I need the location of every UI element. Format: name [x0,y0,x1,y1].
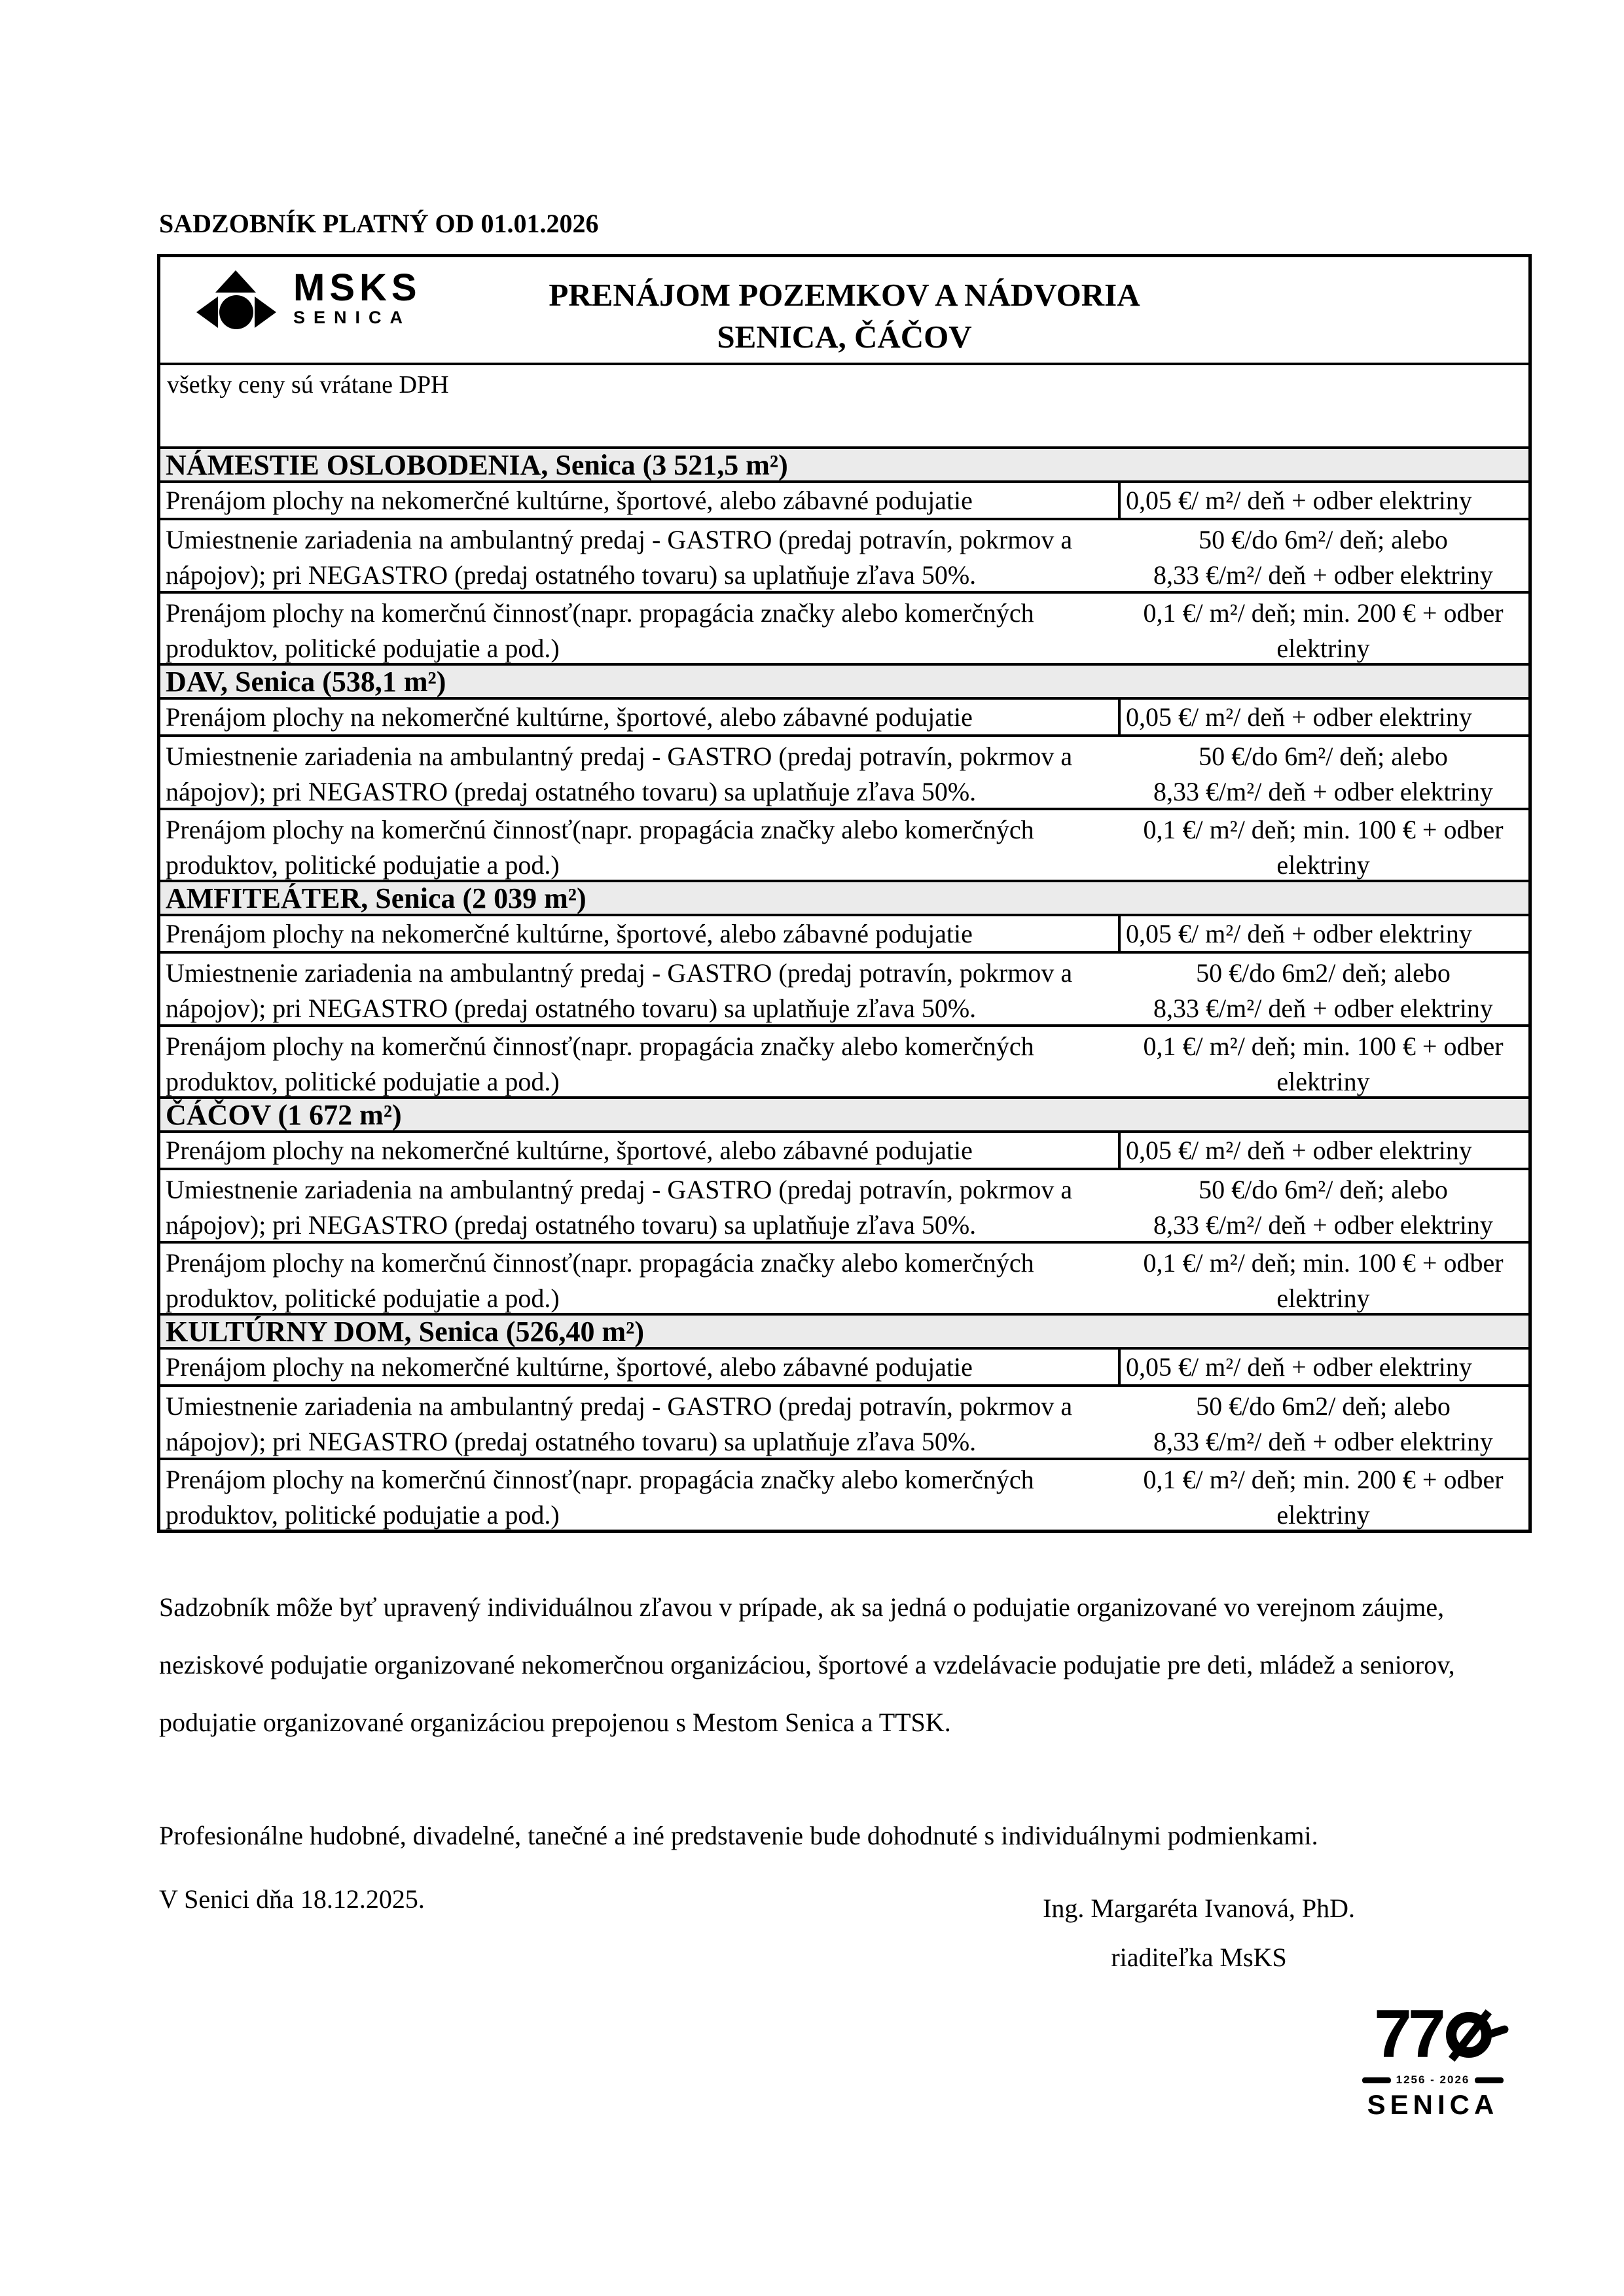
table-row [160,1027,1528,1099]
section-kulturny-dom [160,1316,1528,1530]
price-option-b: 8,33 €/m²/ deň + odber elektriny [1153,777,1493,806]
row-description: Prenájom plochy na nekomerčné kultúrne, športové, alebo zábavné podujatie [166,1136,973,1165]
anniversary-years [1354,2073,1511,2087]
price-option-a: 50 €/do 6m2/ deň; alebo [1196,1391,1451,1421]
row-price: 0,05 €/ m²/ deň + odber elektriny [1118,916,1528,951]
row-description: Umiestnenie zariadenia na ambulantný predaj - GASTRO (predaj potravín, pokrmov a nápojov); pri NEGASTRO (predaj ostatného tovaru) sa uplatňuje zľava 50%. [166,1175,1073,1240]
row-price [1118,954,1528,1024]
note-discounts: Sadzobník môže byť upravený individuálnou zľavou v prípade, ak sa jedná o podujatie organizované vo verejnom záujme, neziskové podujatie organizované nekomerčnou organizáciou, športové a vzdelávacie podujatie pre deti, mládež a seniorov, podujatie organizované organizáciou prepojenou s Mestom Senica a TTSK. [159,1592,1455,1737]
document-title-line1: PRENÁJOM POZEMKOV A NÁDVORIA [549,277,1140,313]
price-option-b: 8,33 €/m²/ deň + odber elektriny [1153,560,1493,590]
section-title: ČÁČOV (1 672 m²) [166,1099,402,1131]
row-price: 0,05 €/ m²/ deň + odber elektriny [1118,1350,1528,1384]
row-price: 0,1 €/ m²/ deň; min. 100 € + odber elektriny [1143,815,1504,880]
section-title: AMFITEÁTER, Senica (2 039 m²) [166,882,586,914]
vat-note: všetky ceny sú vrátane DPH [160,365,1528,449]
row-description: Prenájom plochy na komerčnú činnosť(napr. propagácia značky alebo komerčných produktov, politické podujatie a pod.) [166,1031,1034,1096]
price-option-a: 50 €/do 6m2/ deň; alebo [1196,958,1451,988]
price-option-a: 50 €/do 6m²/ deň; alebo [1199,742,1448,771]
date-line: V Senici dňa 18.12.2025. [159,1884,425,1914]
section-header [160,666,1528,700]
price-option-a: 50 €/do 6m²/ deň; alebo [1199,525,1448,554]
table-row [160,737,1528,810]
table-row [160,1244,1528,1316]
validity-label: SADZOBNÍK PLATNÝ OD 01.01.2026 [159,209,599,238]
signatory-role: riaditeľka MsKS [1111,1943,1287,1972]
section-header [160,1099,1528,1133]
dash-right-icon [1475,2077,1504,2083]
row-price: 0,1 €/ m²/ deň; min. 200 € + odber elektriny [1143,1465,1504,1530]
row-price [1118,1387,1528,1458]
table-row [160,1350,1528,1387]
logo-text-senica: SENICA [293,308,412,327]
section-namestie-oslobodenia [160,449,1528,666]
row-price: 0,1 €/ m²/ deň; min. 100 € + odber elektriny [1143,1031,1504,1096]
price-option-a: 50 €/do 6m²/ deň; alebo [1199,1175,1448,1204]
table-row [160,810,1528,882]
row-description: Umiestnenie zariadenia na ambulantný predaj - GASTRO (predaj potravín, pokrmov a nápojov); pri NEGASTRO (predaj ostatného tovaru) sa uplatňuje zľava 50%. [166,525,1073,590]
row-price [1118,520,1528,591]
row-price [1118,1170,1528,1241]
row-price: 0,1 €/ m²/ deň; min. 200 € + odber elektriny [1143,598,1504,663]
section-title: DAV, Senica (538,1 m²) [166,666,446,698]
logo-text-msks: MSKS [293,266,422,309]
table-row [160,483,1528,520]
row-description: Umiestnenie zariadenia na ambulantný predaj - GASTRO (predaj potravín, pokrmov a nápojov); pri NEGASTRO (predaj ostatného tovaru) sa uplatňuje zľava 50%. [166,958,1073,1023]
row-description: Prenájom plochy na komerčnú činnosť(napr. propagácia značky alebo komerčných produktov, politické podujatie a pod.) [166,598,1034,663]
row-description: Prenájom plochy na komerčnú činnosť(napr. propagácia značky alebo komerčných produktov, politické podujatie a pod.) [166,815,1034,880]
row-description: Prenájom plochy na nekomerčné kultúrne, športové, alebo zábavné podujatie [166,919,973,948]
slashed-zero-bird-icon [1446,2012,1492,2058]
dash-left-icon [1362,2077,1391,2083]
document-title [160,274,1528,358]
table-row [160,520,1528,594]
anniversary-logo-number [1354,1996,1511,2072]
price-table [157,254,1532,1533]
section-header [160,449,1528,483]
row-price: 0,05 €/ m²/ deň + odber elektriny [1118,1133,1528,1168]
row-description: Umiestnenie zariadenia na ambulantný predaj - GASTRO (predaj potravín, pokrmov a nápojov); pri NEGASTRO (predaj ostatného tovaru) sa uplatňuje zľava 50%. [166,742,1073,806]
row-description: Prenájom plochy na nekomerčné kultúrne, športové, alebo zábavné podujatie [166,1352,973,1382]
signatory-name: Ing. Margaréta Ivanová, PhD. [1043,1893,1355,1923]
anniversary-city: SENICA [1367,2089,1499,2120]
section-header [160,1316,1528,1350]
row-description: Prenájom plochy na komerčnú činnosť(napr. propagácia značky alebo komerčných produktov, politické podujatie a pod.) [166,1248,1034,1313]
document-title-line2: SENICA, ČÁČOV [717,319,972,355]
table-row [160,594,1528,666]
row-description: Prenájom plochy na nekomerčné kultúrne, športové, alebo zábavné podujatie [166,486,973,515]
footer [159,1884,1530,1982]
section-title: KULTÚRNY DOM, Senica (526,40 m²) [166,1316,645,1348]
price-option-b: 8,33 €/m²/ deň + odber elektriny [1153,1210,1493,1240]
anniversary-logo [1354,1996,1511,2121]
table-header [160,257,1528,365]
row-description: Prenájom plochy na nekomerčné kultúrne, športové, alebo zábavné podujatie [166,702,973,732]
table-row [160,1387,1528,1460]
section-title: NÁMESTIE OSLOBODENIA, Senica (3 521,5 m²) [166,449,788,481]
years-range: 1256 - 2026 [1396,2073,1470,2086]
section-header [160,882,1528,916]
table-row [160,1170,1528,1244]
number-77: 77 [1374,1996,1442,2072]
row-description: Prenájom plochy na komerčnú činnosť(napr. propagácia značky alebo komerčných produktov, politické podujatie a pod.) [166,1465,1034,1530]
notes-block [159,1579,1530,1852]
table-row [160,1460,1528,1530]
section-cacov [160,1099,1528,1316]
table-row [160,916,1528,954]
table-row [160,700,1528,737]
note-professional-events: Profesionálne hudobné, divadelné, tanečné a iné predstavenie bude dohodnuté s individuálnymi podmienkami. [159,1821,1318,1850]
row-price: 0,05 €/ m²/ deň + odber elektriny [1118,700,1528,734]
section-amfiteater [160,882,1528,1099]
table-row [160,1133,1528,1170]
price-option-b: 8,33 €/m²/ deň + odber elektriny [1153,994,1493,1023]
row-price: 0,05 €/ m²/ deň + odber elektriny [1118,483,1528,518]
row-description: Umiestnenie zariadenia na ambulantný predaj - GASTRO (predaj potravín, pokrmov a nápojov); pri NEGASTRO (predaj ostatného tovaru) sa uplatňuje zľava 50%. [166,1391,1073,1456]
price-option-b: 8,33 €/m²/ deň + odber elektriny [1153,1427,1493,1456]
section-dav [160,666,1528,882]
row-price: 0,1 €/ m²/ deň; min. 100 € + odber elektriny [1143,1248,1504,1313]
table-row [160,954,1528,1027]
signature-block [1043,1884,1355,1982]
row-price [1118,737,1528,808]
